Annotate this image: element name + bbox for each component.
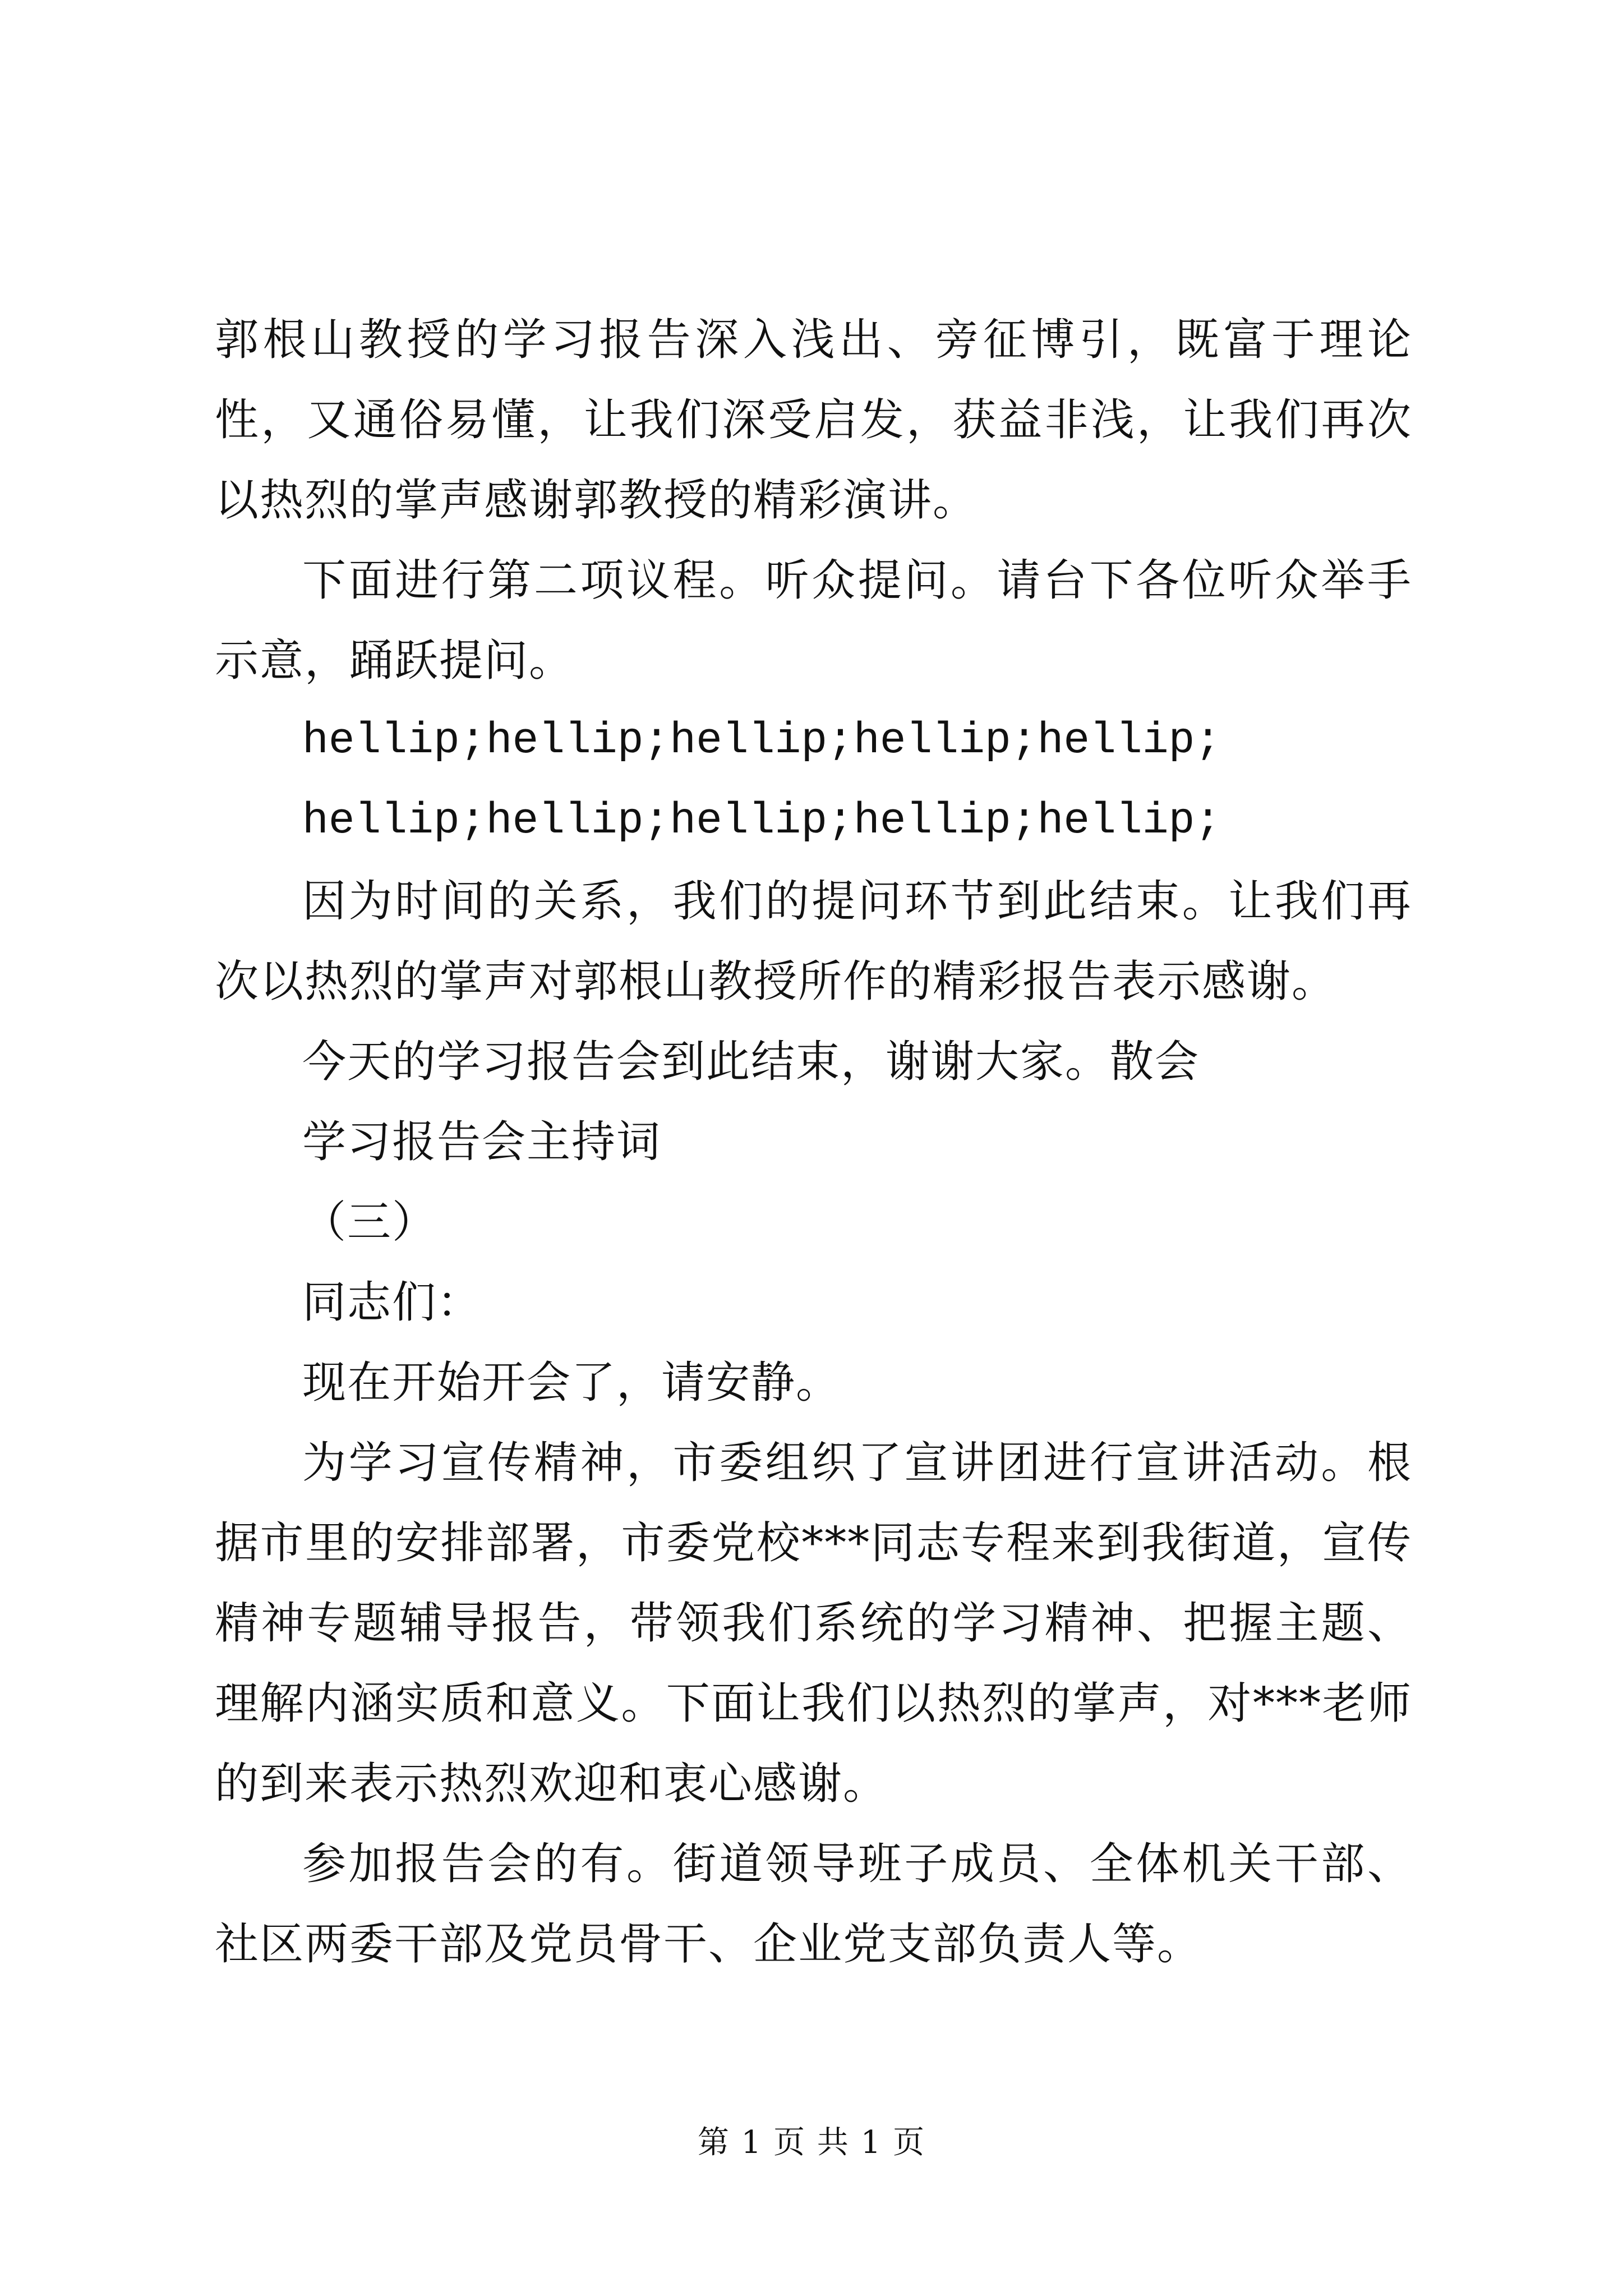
section-number: （三） [302, 1197, 437, 1248]
paragraph-introduction: 为学习宣传精神，市委组织了宣讲团进行宣讲活动。根据市里的安排部署，市委党校***同志专程来到我街道，宣传精神专题辅导报告，带领我们系统的学习精神、把握主题、理解内涵实质和意义。下面让我们以热烈的掌声，对***老师的到来表示热烈欢迎和衷心感谢。 [215, 1438, 1412, 1809]
document-body [215, 300, 1412, 1985]
paragraph-meeting-end: 今天的学习报告会到此结束，谢谢大家。散会 [302, 1037, 1200, 1087]
paragraph-ellipsis-1: hellip;hellip;hellip;hellip;hellip; [302, 716, 1221, 766]
paragraph-attendees: 参加报告会的有。街道领导班子成员、全体机关干部、社区两委干部及党员骨干、企业党支部负责人等。 [215, 1839, 1412, 1970]
paragraph-ellipsis-2: hellip;hellip;hellip;hellip;hellip; [302, 797, 1221, 846]
paragraph-closing-remarks: 郭根山教授的学习报告深入浅出、旁征博引，既富于理论性，又通俗易懂，让我们深受启发，获益非浅，让我们再次以热烈的掌声感谢郭教授的精彩演讲。 [215, 315, 1412, 526]
paragraph-second-agenda: 下面进行第二项议程。听众提问。请台下各位听众举手示意，踊跃提问。 [215, 555, 1412, 686]
page-footer: 第 1 页 共 1 页 [697, 2124, 926, 2161]
paragraph-question-end: 因为时间的关系，我们的提问环节到此结束。让我们再次以热烈的掌声对郭根山教授所作的精彩报告表示感谢。 [215, 876, 1412, 1007]
paragraph-opening: 现在开始开会了，请安静。 [302, 1358, 841, 1408]
section-title: 学习报告会主持词 [302, 1117, 662, 1167]
salutation: 同志们： [302, 1277, 482, 1328]
